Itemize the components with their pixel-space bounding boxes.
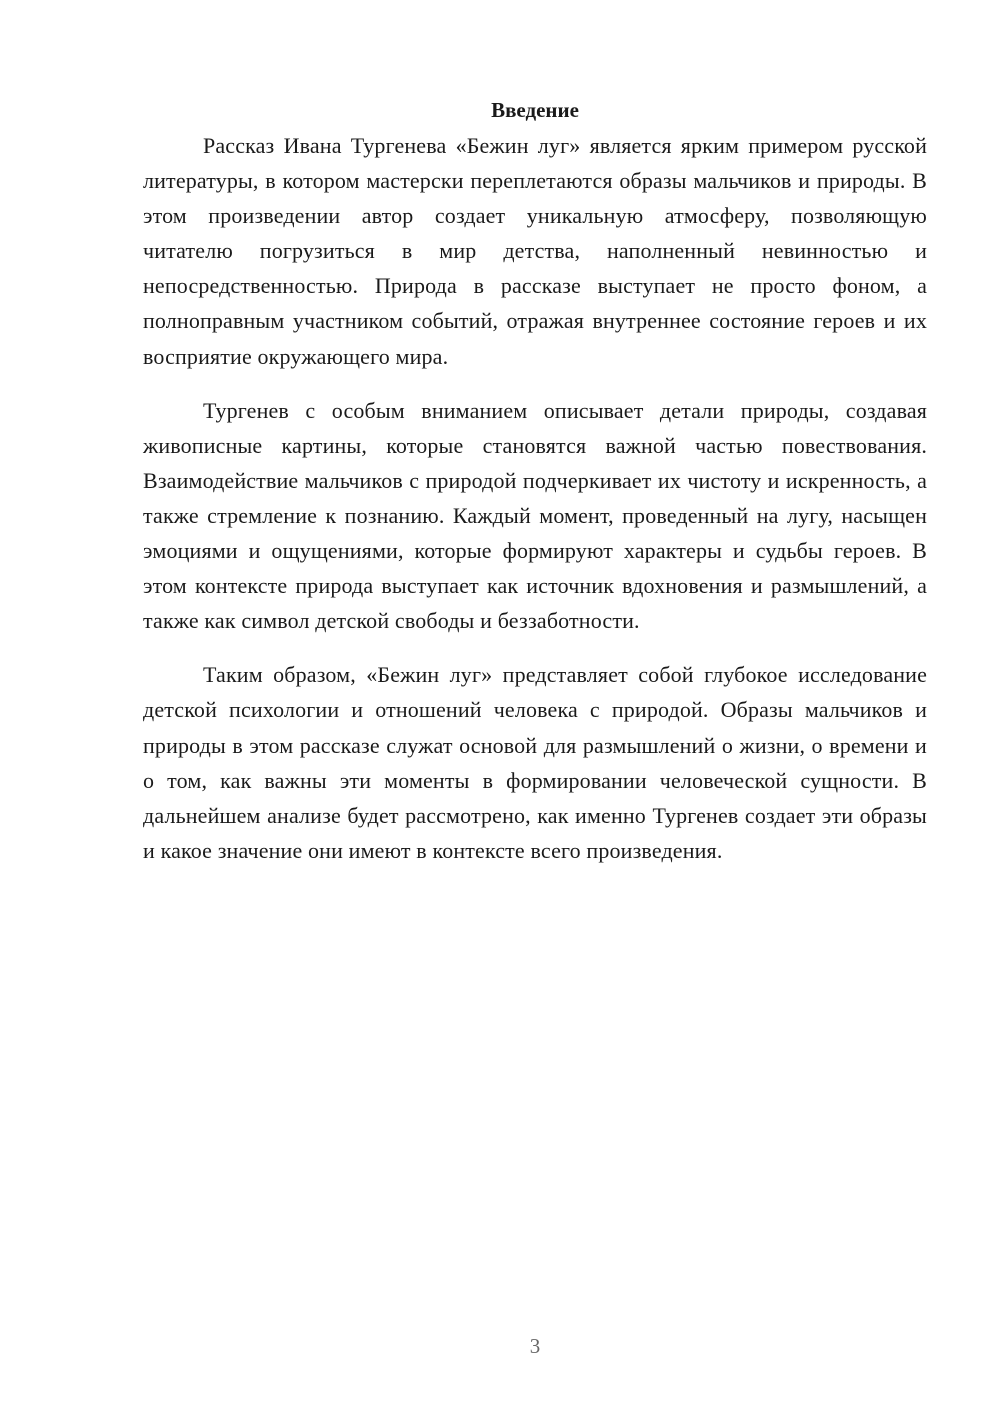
paragraph-1: Рассказ Ивана Тургенева «Бежин луг» является ярким примером русской литературы, в котором мастерски переплетаются образы мальчиков и природы. В этом произведении автор создает уникальную атмосферу, позволяющую читателю погрузиться в мир детства, наполненный невинностью и непосредственностью. Природа в рассказе выступает не просто фоном, а полноправным участником событий, отражая внутреннее состояние героев и их восприятие окружающего мира. <box>143 133 927 369</box>
paragraph-2: Тургенев с особым вниманием описывает детали природы, создавая живописные картины, которые становятся важной частью повествования. Взаимодействие мальчиков с природой подчеркивает их чистоту и искренность, а также стремление к познанию. Каждый момент, проведенный на лугу, насыщен эмоциями и ощущениями, которые формируют характеры и судьбы героев. В этом контексте природа выступает как источник вдохновения и размышлений, а также как символ детской свободы и беззаботности. <box>143 397 927 634</box>
page-content <box>143 93 927 868</box>
section-heading: Введение <box>491 98 579 122</box>
paragraph-3: Таким образом, «Бежин луг» представляет собой глубокое исследование детской психологии и отношений человека с природой. Образы мальчиков и природы в этом рассказе служат основой для размышлений о жизни, о времени и о том, как важны эти моменты в формировании человеческой сущности. В дальнейшем анализе будет рассмотрено, как именно Тургенев создает эти образы и какое значение они имеют в контексте всего произведения. <box>143 662 927 863</box>
page-number: 3 <box>529 1334 541 1358</box>
